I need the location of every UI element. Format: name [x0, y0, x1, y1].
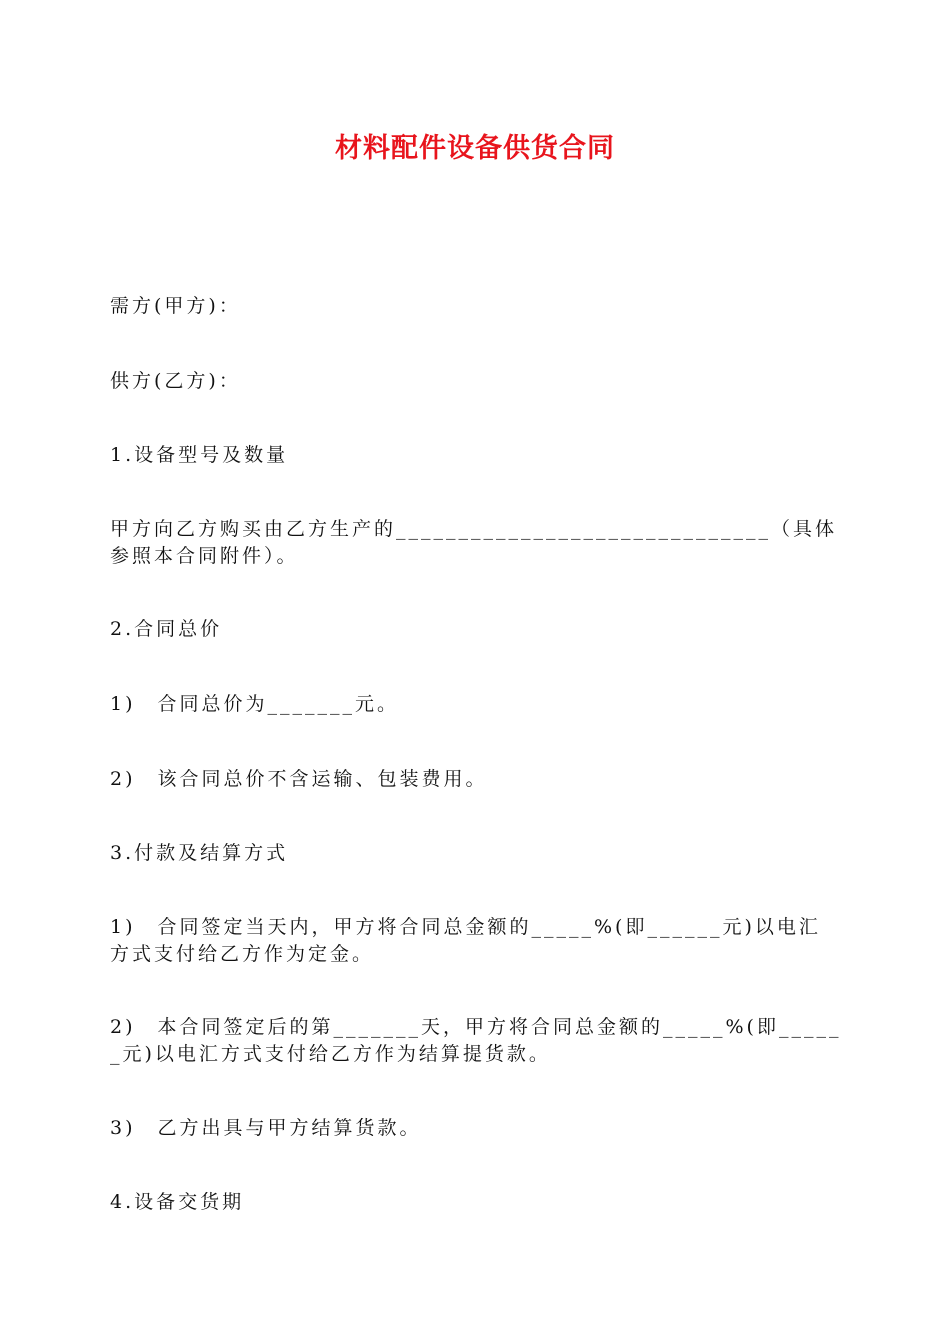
- clause-paragraph: 1) 合同签定当天内，甲方将合同总金额的_____%(即______元)以电汇方式支付给乙方作为定金。: [110, 916, 821, 965]
- section-heading-1: 1.设备型号及数量: [110, 444, 289, 466]
- clause-paragraph: 2) 本合同签定后的第_______天，甲方将合同总金额的_____%(即______元)以电汇方式支付给乙方作为结算提货款。: [110, 1016, 842, 1065]
- clause-paragraph: 甲方向乙方购买由乙方生产的______________________________（具体参照本合同附件）。: [110, 518, 838, 567]
- clause-paragraph: 1) 合同总价为_______元。: [110, 693, 400, 715]
- party-a-line: 需方(甲方)：: [110, 295, 241, 317]
- party-b-line: 供方(乙方)：: [110, 370, 241, 392]
- document-title: 材料配件设备供货合同: [335, 133, 615, 164]
- clause-paragraph: 3) 乙方出具与甲方结算货款。: [110, 1117, 422, 1139]
- clause-paragraph: 2) 该合同总价不含运输、包装费用。: [110, 768, 488, 790]
- section-heading-4: 4.设备交货期: [110, 1191, 245, 1213]
- section-heading-3: 3.付款及结算方式: [110, 842, 289, 864]
- section-heading-2: 2.合同总价: [110, 618, 223, 640]
